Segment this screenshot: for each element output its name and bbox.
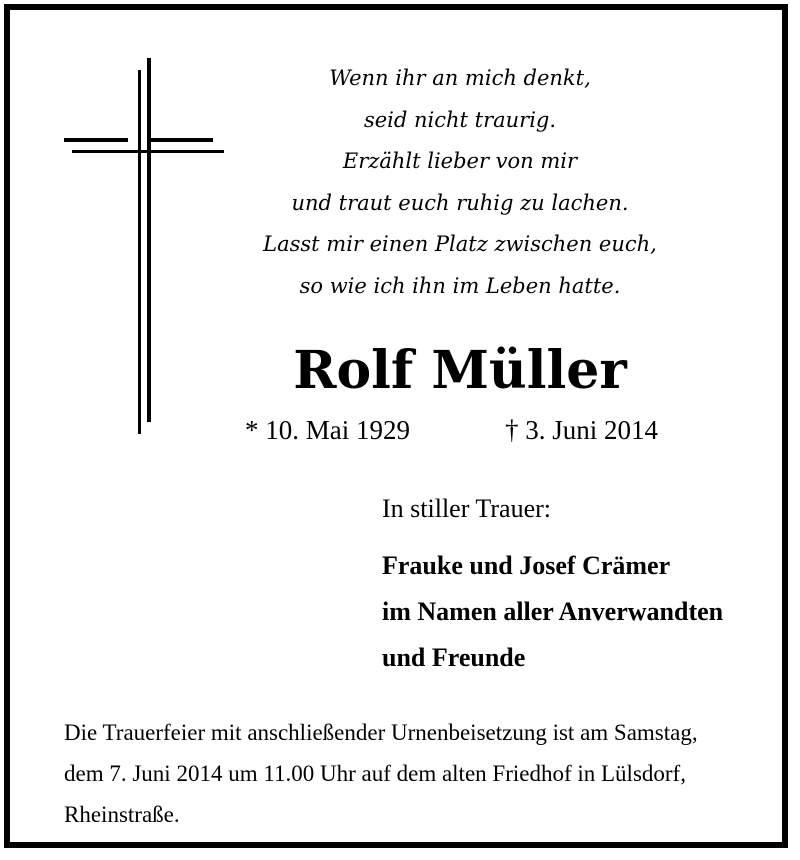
obituary-frame [4,4,788,848]
poem-line: und traut euch ruhig zu lachen. [291,190,629,215]
birth-date: * 10. Mai 1929 [245,415,410,445]
mourning-intro: In stiller Trauer: [382,494,551,523]
cross-horizontal-bottom [72,150,224,153]
poem-line: seid nicht traurig. [363,107,557,132]
poem-line: Wenn ihr an mich denkt, [329,66,591,90]
notice-line: Die Trauerfeier mit anschließender Urnenbeisetzung ist am Samstag, [64,720,698,745]
mourner-line: Frauke und Josef Crämer [382,551,671,580]
deceased-name: Rolf Müller [293,340,627,401]
service-notice [64,712,764,835]
mourner-line: und Freunde [382,643,526,672]
notice-line: Rheinstraße. [64,802,180,827]
cross-horizontal-left-top [64,138,128,142]
mourner-line: im Namen aller Anverwandten [382,597,724,626]
cross-vertical-left [138,70,141,434]
cross-vertical-right [147,58,151,422]
poem [260,58,660,307]
cross-horizontal-right-top [151,138,213,142]
mourners-list [382,543,723,681]
notice-line: dem 7. Juni 2014 um 11.00 Uhr auf dem alten Friedhof in Lülsdorf, [64,761,686,786]
poem-line: Lasst mir einen Platz zwischen euch, [263,232,657,256]
poem-line: so wie ich ihn im Leben hatte. [299,273,621,298]
poem-line: Erzählt lieber von mir [342,149,578,173]
death-date: † 3. Juni 2014 [505,415,659,445]
